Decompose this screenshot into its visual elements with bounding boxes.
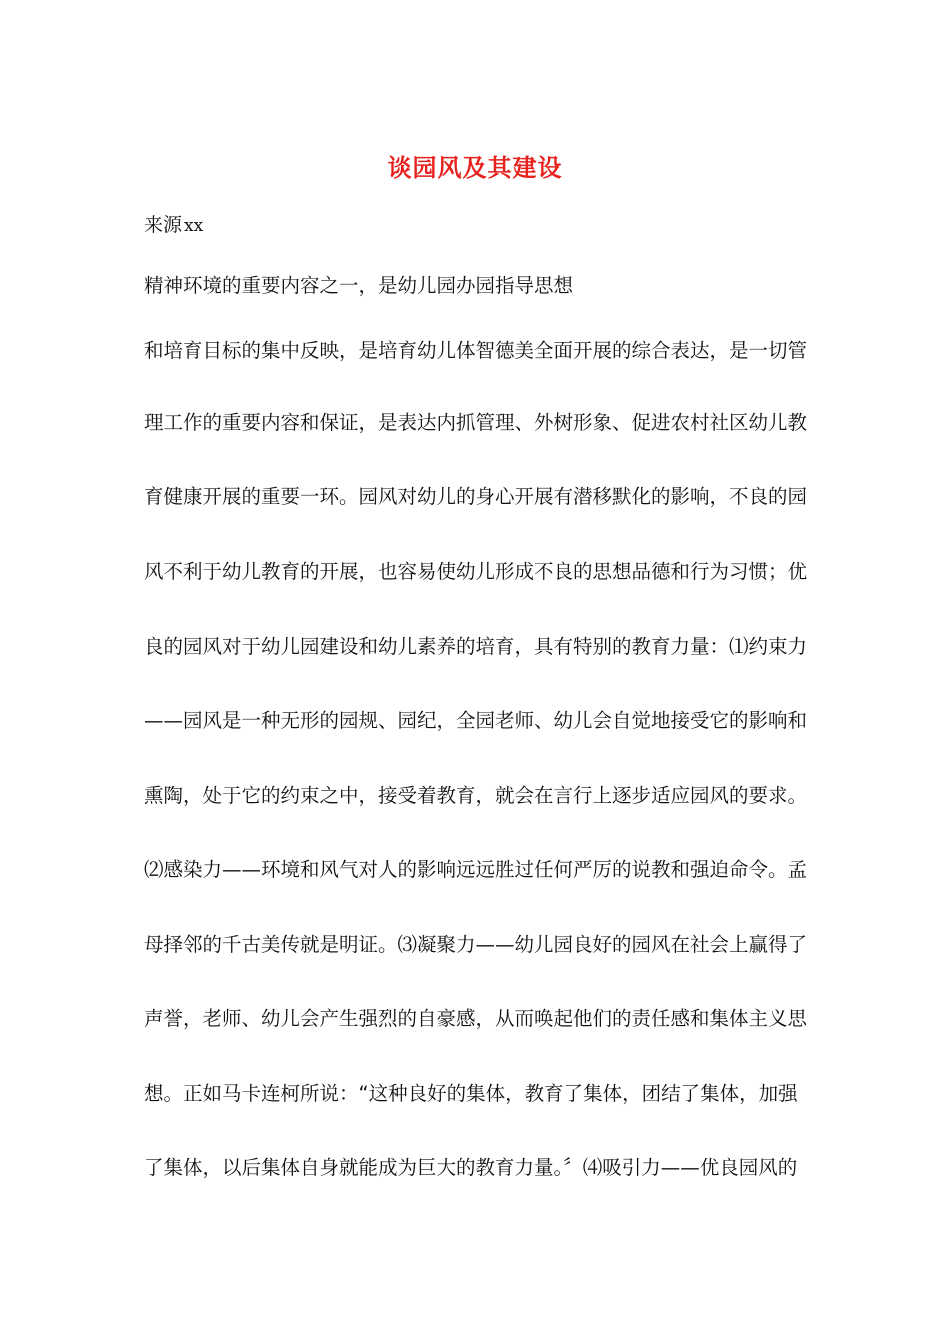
body-line: 熏陶，处于它的约束之中，接受着教育，就会在言行上逐步适应园风的要求。 xyxy=(144,784,808,807)
body-line: 育健康开展的重要一环。园风对幼儿的身心开展有潜移默化的影响，不良的园 xyxy=(144,485,808,508)
body-line: 理工作的重要内容和保证，是表达内抓管理、外树形象、促进农村社区幼儿教 xyxy=(144,411,808,434)
source-value: xx xyxy=(184,216,204,236)
body-line: 了集体，以后集体自身就能成为巨大的教育力量。〞⑷吸引力——优良园风的 xyxy=(144,1156,798,1179)
body-line: 风不利于幼儿教育的开展，也容易使幼儿形成不良的思想品德和行为习惯；优 xyxy=(144,560,808,583)
document-title: 谈园风及其建设 xyxy=(387,154,563,182)
source-label: 来源 xyxy=(144,214,183,236)
body-line: 精神环境的重要内容之一，是幼儿园办园指导思想 xyxy=(144,274,574,297)
body-line: 和培育目标的集中反映，是培育幼儿体智德美全面开展的综合表达，是一切管 xyxy=(144,339,808,362)
body-line: 声誉，老师、幼儿会产生强烈的自豪感，从而唤起他们的责任感和集体主义思 xyxy=(144,1007,808,1030)
body-line: 母择邻的千古美传就是明证。⑶凝聚力——幼儿园良好的园风在社会上赢得了 xyxy=(144,933,808,956)
body-line: 想。正如马卡连柯所说：“这种良好的集体，教育了集体，团结了集体，加强 xyxy=(144,1082,798,1105)
source-line xyxy=(144,211,203,240)
body-line: 良的园风对于幼儿园建设和幼儿素养的培育，具有特别的教育力量：⑴约束力 xyxy=(144,635,808,658)
body-line: ——园风是一种无形的园规、园纪，全园老师、幼儿会自觉地接受它的影响和 xyxy=(144,709,808,732)
body-line: ⑵感染力——环境和风气对人的影响远远胜过任何严厉的说教和强迫命令。孟 xyxy=(144,858,808,881)
